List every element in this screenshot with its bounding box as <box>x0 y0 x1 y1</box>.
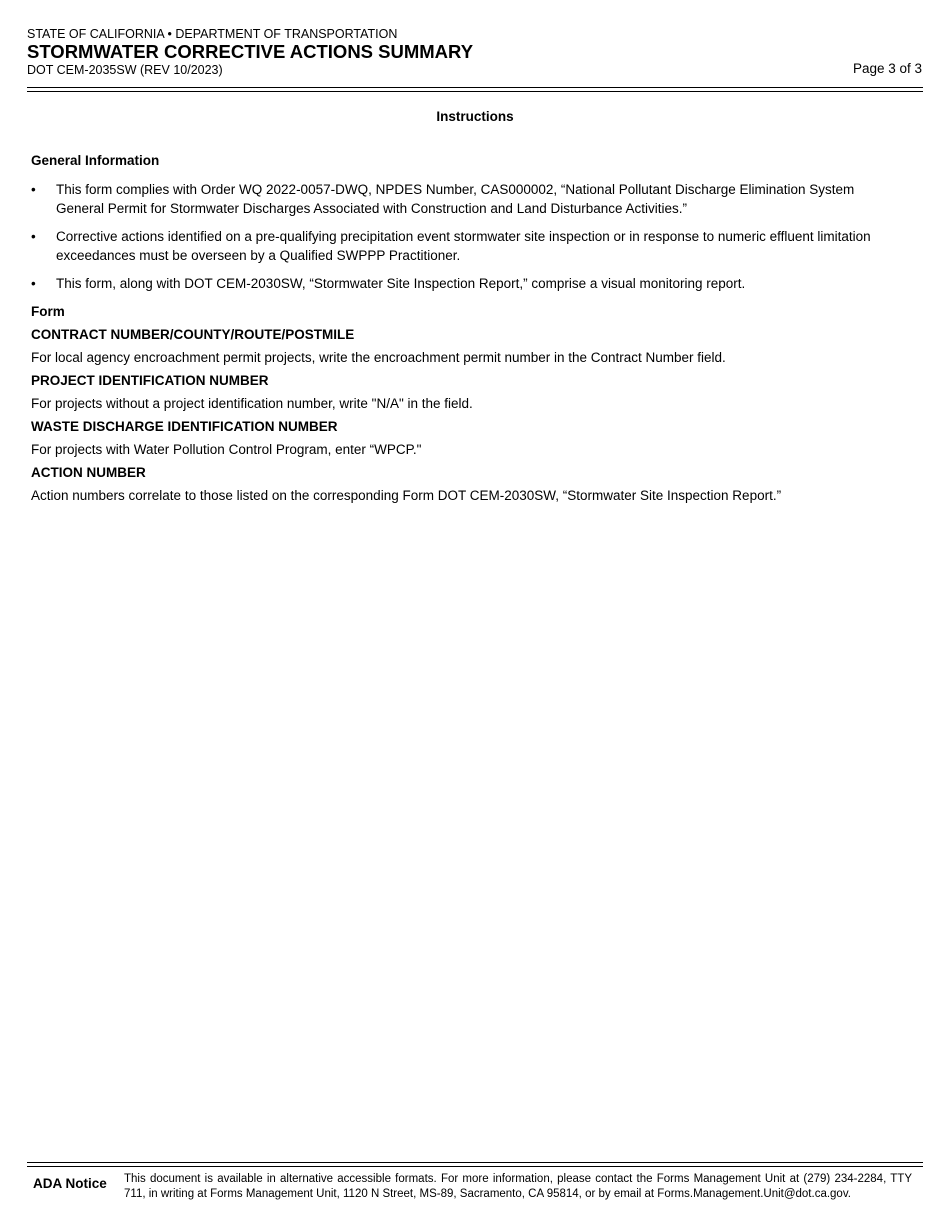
form-title: STORMWATER CORRECTIVE ACTIONS SUMMARY <box>27 41 474 62</box>
general-information-heading: General Information <box>31 153 160 168</box>
field-heading-contract-number: CONTRACT NUMBER/COUNTY/ROUTE/POSTMILE <box>31 327 355 342</box>
field-text-project-id: For projects without a project identification number, write "N/A" in the field. <box>31 396 473 411</box>
general-information-list <box>31 180 906 293</box>
form-header <box>27 27 922 78</box>
bullet-icon: • <box>31 276 36 291</box>
field-heading-project-id: PROJECT IDENTIFICATION NUMBER <box>31 373 269 388</box>
header-divider <box>27 87 923 88</box>
footer-divider-secondary <box>27 1166 923 1167</box>
instructions-body <box>31 151 906 505</box>
field-text-waste-discharge-id: For projects with Water Pollution Control Program, enter “WPCP." <box>31 442 422 457</box>
list-item-text: This form, along with DOT CEM-2030SW, “Stormwater Site Inspection Report,” comprise a visual monitoring report. <box>56 276 746 291</box>
field-heading-action-number: ACTION NUMBER <box>31 465 146 480</box>
list-item <box>31 180 906 218</box>
form-number: DOT CEM-2035SW (REV 10/2023) <box>27 63 223 77</box>
list-item <box>31 274 906 293</box>
ada-notice-text: This document is available in alternative accessible formats. For more information, please contact the Forms Management Unit at (279) 234-2284, TTY 711, in writing at Forms Management Unit, 1120 N Street, MS-89, Sacramento, CA 95814, or by email at Forms.Management.Unit@dot.ca.gov. <box>124 1173 912 1200</box>
list-item <box>31 227 906 265</box>
page-number: Page 3 of 3 <box>852 61 922 76</box>
agency-line: STATE OF CALIFORNIA • DEPARTMENT OF TRANSPORTATION <box>27 27 398 41</box>
bullet-icon: • <box>31 229 36 244</box>
bullet-icon: • <box>31 182 36 197</box>
field-text-contract-number: For local agency encroachment permit projects, write the encroachment permit number in the Contract Number field. <box>31 350 726 365</box>
header-divider-secondary <box>27 91 923 92</box>
field-text-action-number: Action numbers correlate to those listed on the corresponding Form DOT CEM-2030SW, “Stormwater Site Inspection Report.” <box>31 488 782 503</box>
ada-notice-label: ADA Notice <box>33 1176 107 1191</box>
field-heading-waste-discharge-id: WASTE DISCHARGE IDENTIFICATION NUMBER <box>31 419 338 434</box>
footer-divider <box>27 1162 923 1163</box>
list-item-text: This form complies with Order WQ 2022-0057-DWQ, NPDES Number, CAS000002, “National Pollutant Discharge Elimination System General Permit for Stormwater Discharges Associated with Construction and Land Disturbance Activities.” <box>56 182 855 216</box>
form-section-heading: Form <box>31 304 65 319</box>
instructions-heading: Instructions <box>436 109 514 124</box>
list-item-text: Corrective actions identified on a pre-qualifying precipitation event stormwater site inspection or in response to numeric effluent limitation exceedances must be overseen by a Qualified SWPPP Practitioner. <box>56 229 871 263</box>
